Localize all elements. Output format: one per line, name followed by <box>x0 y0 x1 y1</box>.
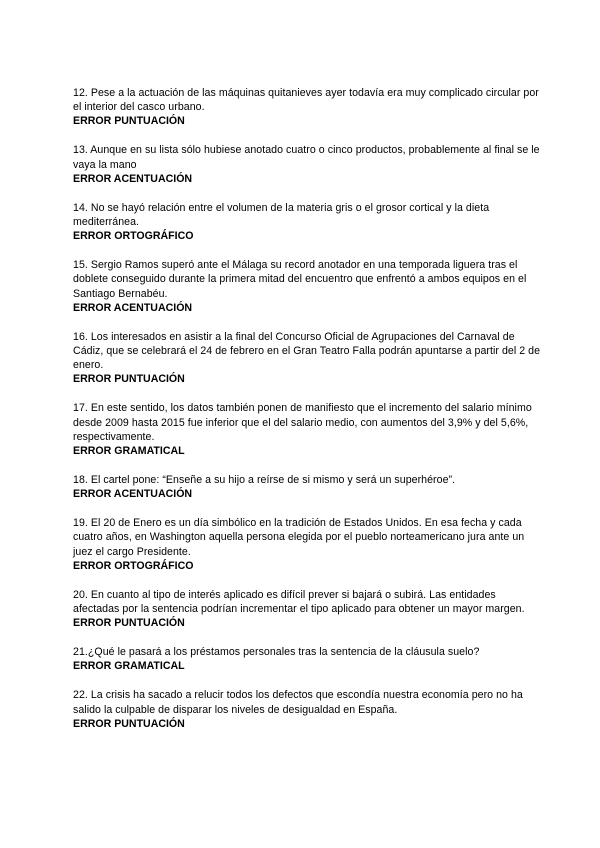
exercise-item-19 <box>73 516 541 573</box>
exercise-item-16 <box>73 330 541 387</box>
error-type-label: ERROR ACENTUACIÓN <box>73 172 193 185</box>
exercise-sentence: 18. El cartel pone: “Enseñe a su hijo a reírse de si mismo y será un superhéroe”. <box>73 474 456 487</box>
exercise-sentence: 12. Pese a la actuación de las máquinas quitanieves ayer todavía era muy complicado circular por el interior del casco urbano. <box>73 87 539 114</box>
exercise-sentence: 15. Sergio Ramos superó ante el Málaga su record anotador en una temporada liguera tras el doblete conseguido durante la primera mitad del encuentro que enfrentó a ambos equipos en el Santiago Bernabéu. <box>73 259 527 300</box>
error-type-label: ERROR PUNTUACIÓN <box>73 717 185 730</box>
exercise-item-18 <box>73 473 541 501</box>
exercise-sentence: 19. El 20 de Enero es un día simbólico en la tradición de Estados Unidos. En esa fecha y cada cuatro años, en Washington aquella persona elegida por el pueblo norteamericano jura ante un juez el cargo Presidente. <box>73 517 525 558</box>
exercise-sentence: 13. Aunque en su lista sólo hubiese anotado cuatro o cinco productos, probablemente al final se le vaya la mano <box>73 144 540 171</box>
error-type-label: ERROR ACENTUACIÓN <box>73 301 193 314</box>
exercise-list <box>73 86 541 746</box>
error-type-label: ERROR PUNTUACIÓN <box>73 373 185 386</box>
error-type-label: ERROR GRAMATICAL <box>73 445 185 458</box>
error-type-label: ERROR GRAMATICAL <box>73 660 185 673</box>
exercise-item-20 <box>73 588 541 630</box>
exercise-item-21 <box>73 645 541 673</box>
exercise-item-17 <box>73 401 541 458</box>
error-type-label: ERROR ORTOGRÁFICO <box>73 559 194 572</box>
exercise-item-14 <box>73 201 541 243</box>
exercise-sentence: 14. No se hayó relación entre el volumen de la materia gris o el grosor cortical y la dieta mediterránea. <box>73 201 490 229</box>
exercise-item-13 <box>73 143 541 185</box>
exercise-sentence: 17. En este sentido, los datos también ponen de manifiesto que el incremento del salario mínimo desde 2009 hasta 2015 fue inferior que el del salario medio, con aumentos del 3,9% y del 5,6%, respectivamente. <box>73 402 532 443</box>
exercise-sentence: 16. Los interesados en asistir a la final del Concurso Oficial de Agrupaciones del Carnaval de Cádiz, que se celebrará el 24 de febrero en el Gran Teatro Falla podrán apuntarse a partir del 2 de enero. <box>73 330 541 372</box>
error-type-label: ERROR ACENTUACIÓN <box>73 488 193 501</box>
exercise-sentence: 20. En cuanto al tipo de interés aplicado es difícil prever si bajará o subirá. Las entidades afectadas por la sentencia podrían incrementar el tipo aplicado para obtener un mayor margen. <box>73 588 525 616</box>
exercise-item-22 <box>73 688 541 730</box>
error-type-label: ERROR ORTOGRÁFICO <box>73 230 194 243</box>
exercise-item-12 <box>73 86 541 128</box>
exercise-sentence: 21.¿Qué le pasará a los préstamos personales tras la sentencia de la cláusula suelo? <box>73 646 480 659</box>
error-type-label: ERROR PUNTUACIÓN <box>73 115 185 128</box>
exercise-sentence: 22. La crisis ha sacado a relucir todos los defectos que escondía nuestra economía pero no ha salido la culpable de disparar los niveles de desigualdad en España. <box>73 689 523 716</box>
exercise-item-15 <box>73 258 541 315</box>
error-type-label: ERROR PUNTUACIÓN <box>73 617 185 630</box>
